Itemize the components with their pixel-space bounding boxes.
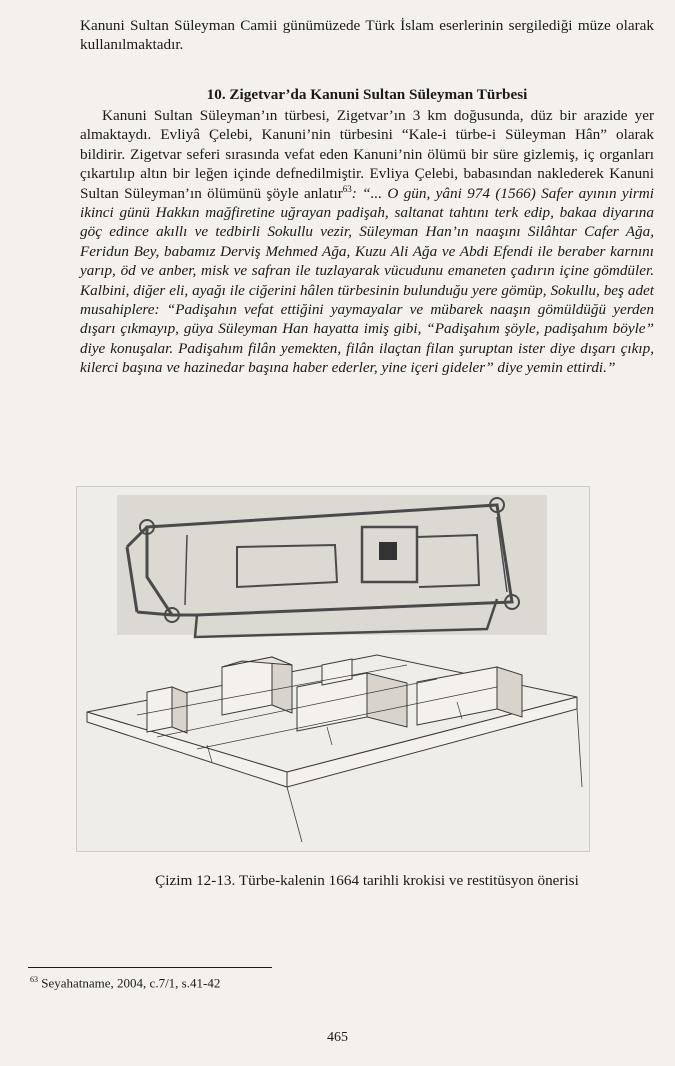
figure-drawings — [76, 486, 590, 852]
plan-sketch — [117, 495, 547, 637]
figure-caption: Çizim 12-13. Türbe-kalenin 1664 tarihli krokisi ve restitüsyon önerisi — [155, 872, 579, 889]
paragraph-text: Kanuni Sultan Süleyman’ın türbesi, Zigetvar’ın 3 km doğusunda, düz bir arazide yer almaktaydı. Evliyâ Çelebi, Kanuni’nin türbesini “Kale-i türbe-i Süleyman Hân” olarak bildirir. Zigetvar seferi sırasında vefat eden Kanuni’nin ölümü bir süre gizlemiş, iç organları çıkartılıp altın bir leğen içinde defnedilmiştir. Evliya Çelebi, babasından naklederek Kanuni Sultan Süleyman’ın ölümünü şöyle anlatır — [80, 107, 654, 202]
intro-paragraph: Kanuni Sultan Süleyman Camii günümüzede Türk İslam eserlerinin sergilediği müze olarak kullanılmaktadır. — [80, 17, 654, 54]
footnote-marker: 63 — [30, 975, 38, 984]
page-number: 465 — [327, 1030, 348, 1045]
body-paragraph — [80, 106, 654, 378]
footnote-divider — [28, 967, 272, 968]
restitution-drawing — [87, 655, 582, 842]
evliya-quote: : “... O gün, yâni 974 (1566) Safer ayının yirmi ikinci günü Hakkın mağfiretine uğrayan padişah, saltanat tahtını terk edip, bakaa diyarına göç edince akıllı ve tedbirli Sokullu vezir, Süleyman Han’ın naaşını Silâhtar Cafer Ağa, Feridun Bey, babamız Derviş Mehmed Ağa, Kuzu Ali Ağa ve Abdi Efendi ile beraber karnını yarıp, öd ve anber, misk ve safran ile tuzlayarak vücudunu emaneten çadırın içine gömdüler. Kalbini, diğer eli, ayağı ile ciğerini hâlen türbesinin bulunduğu yere gömüp, Sokullu, beş adet musahiplere: “Padişahın vefat ettiğini yaymayalar ve mübarek naaşın gömüldüğü yerden dışarı çıkmayıp, güya Süleyman Han hayatta imiş gibi, “Padişahım şöyle, padişahım böyle” diye konuşalar. Padişahım filân yemekten, filân ilaçtan filan şuruptan ister diye dışarı çıkıp, kilerci başına ve hazinedar başına haber ederler, yine içeri gideler” diye yemin ettirdi.” — [80, 184, 654, 377]
footnote — [30, 975, 430, 991]
footnote-reference: 63 — [342, 183, 352, 194]
drawings-svg — [77, 487, 589, 851]
section-heading: 10. Zigetvar’da Kanuni Sultan Süleyman Türbesi — [206, 86, 528, 103]
footnote-text: Seyahatname, 2004, c.7/1, s.41-42 — [38, 975, 221, 991]
